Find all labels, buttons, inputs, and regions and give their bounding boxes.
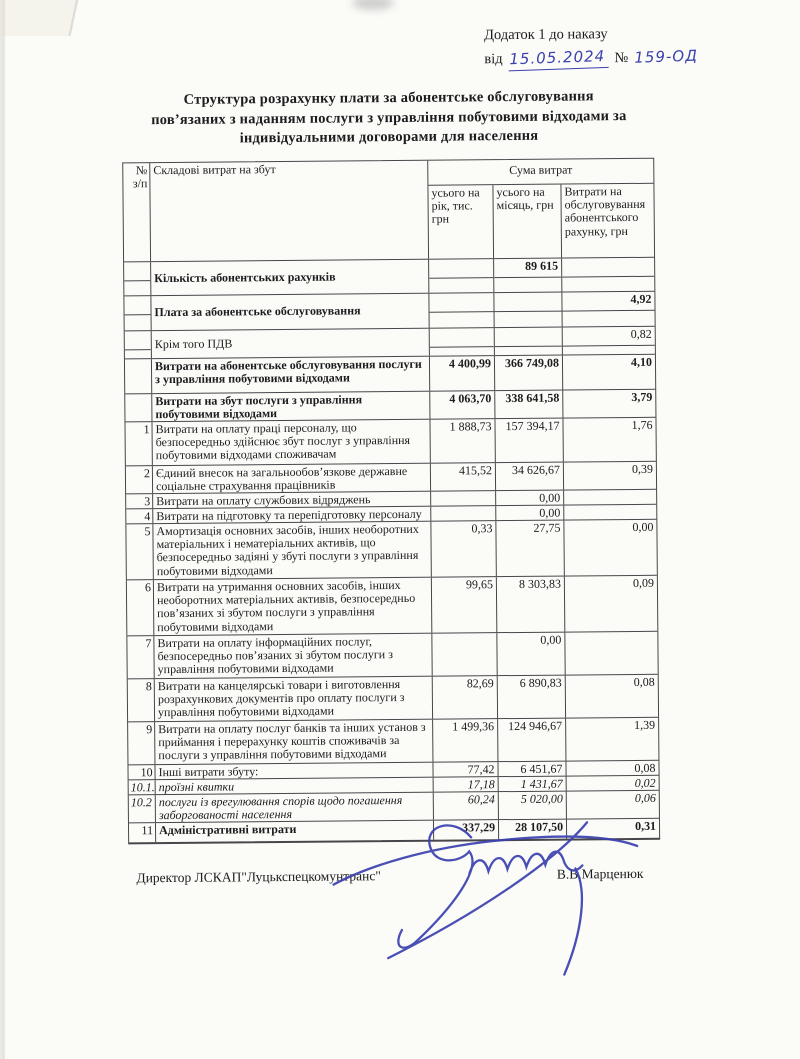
cell-num: 2 [126, 466, 153, 493]
cell-num: 10 [128, 765, 155, 779]
cell-year: 60,24 [434, 792, 499, 820]
annex-block [484, 23, 698, 70]
cell-year [430, 328, 495, 356]
cell-acc: 1,39 [634, 717, 656, 732]
cell-year: 1 888,73 [430, 419, 495, 463]
table-row [127, 576, 657, 637]
cell-year: 1 499,36 [433, 719, 498, 762]
cell-acc: 4,92 [562, 292, 654, 327]
cell-year: 17,18 [434, 777, 499, 792]
cell-label: Кількість абонентських рахунків [151, 260, 429, 295]
cell-month: 366 749,08 [495, 356, 563, 391]
cell-year [429, 293, 494, 328]
cell-year: 0,33 [431, 521, 496, 577]
cell-year: 82,69 [433, 676, 498, 719]
cell-acc: 0,82 [563, 327, 655, 355]
director-name: В.В.Марценюк [556, 865, 644, 882]
cell-label: Єдиний внесок на загальнообов’язкове державне соціальне страхування працівників [153, 464, 431, 493]
cell-year: 99,65 [432, 577, 497, 633]
cell-month: 8 303,83 [497, 577, 565, 633]
cell-num: 11 [129, 823, 156, 842]
title-line-2: пов’язаних з наданням послуги з управління побутовими відходами за [151, 107, 627, 128]
cell-label: проїзні квитки [156, 778, 434, 794]
cell-month [495, 328, 563, 356]
cell-label: Витрати на канцелярські товари і виготовлення розрахункових документів про оплату послуги з управління побутовими відходами [155, 677, 433, 721]
cell-num: 9 [128, 722, 155, 764]
cell-year [431, 491, 496, 506]
cell-num: 7 [127, 636, 154, 678]
cell-label: Витрати на оплату інформаційних послуг, безпосередньо пов’язаних зі збутом послуги з управління побутовими відходами [154, 634, 432, 678]
cell-acc: 0,02 [634, 775, 656, 790]
cell-label: Витрати на оплату послуг банків та інших установ з приймання і перерахунку коштів споживачів за послуги з управління побутовими відходами [155, 720, 433, 764]
cell-num [125, 394, 152, 421]
cell-label: Витрати на утримання основних засобів, інших необоротних матеріальних активів, безпосередньо пов’язаних зі збутом послуги з управління побутовими відходами [154, 578, 432, 635]
cell-num: 3 [126, 494, 153, 508]
cell-acc: 3,79 [631, 389, 653, 404]
title-line-1: Структура розрахунку плати за абонентське обслуговування [183, 88, 594, 108]
cell-label: Витрати на підготовку та перепідготовку персоналу [153, 507, 431, 523]
cell-num [124, 296, 151, 330]
director-label: Директор ЛСКАП"Луцькспецкомунтранс" [136, 868, 381, 886]
header-cell-components: Складові витрат на збут [150, 161, 429, 261]
cell-year: 77,42 [433, 762, 498, 777]
cell-label: Витрати на абонентське обслуговування послуги з управління побутовими відходами [152, 357, 430, 393]
order-prefix: від [484, 51, 503, 68]
cell-acc: 0,09 [632, 575, 654, 590]
cell-month: 6 890,83 [498, 676, 566, 719]
cell-acc: 0,08 [633, 674, 655, 689]
cell-month: 338 641,58 [495, 391, 563, 419]
cell-month: 0,00 [497, 633, 565, 676]
cell-num: 10.2 [129, 795, 156, 822]
cell-year [431, 506, 496, 521]
document-title [0, 86, 781, 151]
cell-num [125, 359, 152, 393]
table-row [125, 355, 655, 395]
costs-table [122, 158, 660, 845]
cell-month: 28 107,50 [499, 820, 567, 840]
handwritten-order-number: 159-ОД [634, 46, 699, 67]
cell-num: 5 [126, 524, 153, 579]
header-cell-sum-group: Сума витрат [428, 159, 653, 186]
cell-acc: 0,39 [631, 461, 653, 476]
header-group-sum [428, 159, 654, 259]
cell-num: 10.1. [130, 780, 155, 795]
cell-year [429, 259, 494, 293]
cell-num [125, 331, 152, 358]
table-row [124, 258, 654, 297]
cell-month: 34 626,67 [496, 463, 564, 491]
cell-month [494, 293, 562, 328]
signature-block [136, 866, 643, 886]
cell-label: Адміністративні витрати [156, 821, 434, 842]
cell-year: 337,29 [434, 820, 499, 840]
order-line [484, 46, 698, 70]
cell-label: Витрати на збут послуги з управління побутовими відходами [152, 392, 430, 421]
cell-acc [562, 258, 654, 292]
table-row [128, 675, 658, 723]
cell-label: Інші витрати збуту: [155, 763, 433, 779]
cell-month: 27,75 [496, 521, 564, 577]
cell-month: 5 020,00 [499, 792, 567, 820]
cell-label: Плата за абонентське обслуговування [151, 294, 429, 330]
cell-acc: 0,00 [632, 519, 654, 534]
cell-acc [564, 490, 656, 505]
table-row [129, 819, 659, 843]
handwritten-order-date: 15.05.2024 [508, 46, 609, 71]
cell-year: 415,52 [431, 463, 496, 491]
table-row [126, 520, 656, 581]
number-sign: № [614, 49, 629, 67]
cell-month: 1 431,67 [499, 777, 567, 792]
cell-acc [565, 632, 657, 675]
cell-year: 4 063,70 [430, 391, 495, 419]
header-cell-per-account: Витрати на обслуговування абонентського рахунку, грн [564, 184, 646, 239]
header-subrow [428, 184, 654, 259]
cell-year: 4 400,99 [430, 356, 495, 391]
header-cell-month: усього на місяць, грн [493, 185, 562, 259]
cell-month: 157 394,17 [495, 419, 563, 463]
cell-acc: 0,08 [634, 760, 656, 775]
cell-acc [564, 505, 656, 520]
cell-month: 0,00 [496, 491, 564, 506]
cell-num: 8 [128, 679, 155, 721]
cell-label: Витрати на оплату службових відряджень [153, 492, 431, 508]
title-line-3: індивідуальними договорами для населення [239, 127, 539, 147]
header-cell-year: усього на рік, тис. грн [428, 185, 494, 259]
cell-num: 4 [126, 509, 153, 523]
annex-label: Додаток 1 до наказу [484, 26, 608, 44]
table-header [123, 159, 654, 263]
table-body [124, 258, 659, 843]
header-cell-num: № з/п [123, 163, 151, 261]
cell-num [124, 262, 151, 295]
cell-label: Крім того ПДВ [152, 329, 430, 358]
table-row [124, 292, 654, 332]
table-row [128, 718, 658, 766]
cell-acc: 0,31 [634, 818, 657, 833]
cell-num: 6 [127, 580, 154, 635]
cell-label: Витрати на оплату праці персоналу, що безпосередньо здійснює збут послуг з управління побутовими відходами споживачам [152, 420, 430, 465]
cell-acc: 4,10 [630, 354, 653, 369]
cell-num: 1 [125, 422, 152, 465]
cell-acc: 1,76 [631, 417, 653, 432]
table-row [125, 418, 655, 467]
cell-month: 89 615 [494, 259, 562, 293]
cell-year [432, 633, 497, 676]
cell-month: 0,00 [496, 506, 564, 521]
cell-acc: 0,06 [634, 790, 656, 805]
table-row [127, 632, 657, 680]
cell-month: 6 451,67 [498, 762, 566, 777]
cell-month: 124 946,67 [498, 719, 566, 762]
cell-label: Амортизація основних засобів, інших необоротних матеріальних і нематеріальних активів, що безпосередньо задіяні у збуті послуги з управління побутовими відходами [153, 522, 431, 579]
cell-label: послуги із врегулювання спорів щодо погашення заборгованості населення [156, 793, 434, 822]
